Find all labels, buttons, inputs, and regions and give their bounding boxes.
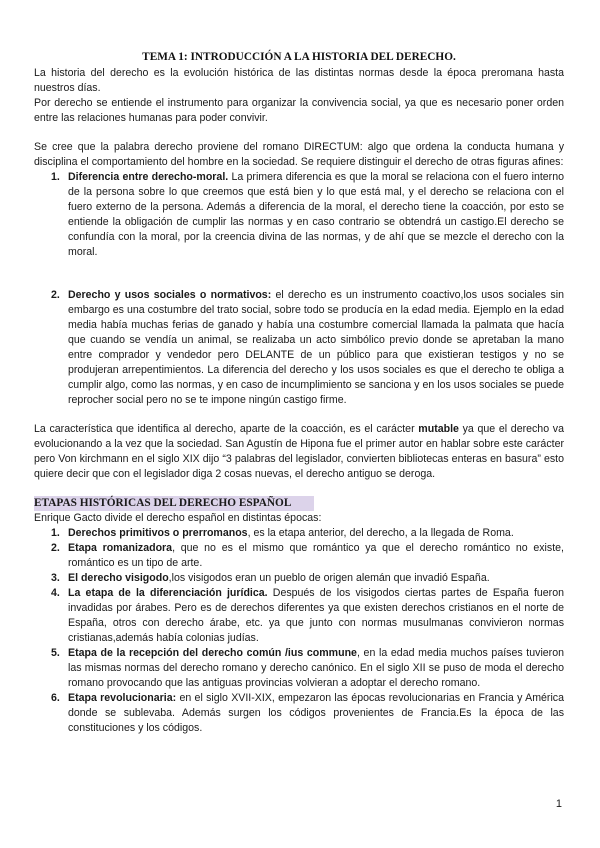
list-item-heading: Derechos primitivos o prerromanos <box>68 527 248 539</box>
list-item-heading: Derecho y usos sociales o normativos: <box>68 289 272 301</box>
list-item-heading: Diferencia entre derecho-moral. <box>68 171 229 183</box>
list-item-text: , en la edad media muchos países tuvieron las mismas normas del derecho romano y derecho canónico. En el siglo XII se puso de moda el derecho romano provocando que las antiguas provincias volvieran a adoptar el derecho romano. <box>68 647 564 689</box>
page-title: TEMA 1: INTRODUCCIÓN A LA HISTORIA DEL DERECHO. <box>142 51 456 63</box>
list-item-text: ,los visigodos eran un pueblo de origen alemán que invadió España. <box>168 572 490 584</box>
list-item-text: el derecho es un instrumento coactivo,los usos sociales sin embargo es una costumbre del trato social, sobre todo se producía en la edad media. Ejemplo en la edad media había muchas ferias de ganado y había una costumbre comercial llamada la palmata que hacía que cuando se vendía un animal, se realizaba un acto simbólico previo donde se apretaban la mano entre comprador y vendedor pero DELANTE de un público para que existieran testigos y no se produjeran arrepentimientos. La diferencia del derecho y los usos sociales es que el derecho te obliga a cumplir algo, como las normas, y en caso de incumplimiento se sanciona y en los usos sociales se puede reprocher social pero no se te impone ningún castigo firme. <box>68 289 564 406</box>
list-item <box>34 571 564 586</box>
mutable-text-b: ya que el derecho va evolucionando a la vez que la sociedad. San Agustín de Hipona fue el primer autor en hablar sobre este carácter pero Von kirchmann en el siglo XIX dijo “3 palabras del legislador, convierten bibliotecas enteras en basura” esto quiere decir que con el legislador diga 2 cosas nuevas, el derecho antiguo se deroga. <box>34 423 564 480</box>
list-number: 2. <box>51 289 60 301</box>
list-number: 4. <box>51 587 60 599</box>
list-item <box>34 691 564 736</box>
figures-list <box>34 170 564 408</box>
list-number: 1. <box>51 171 60 183</box>
stages-list <box>34 526 564 736</box>
mutable-paragraph <box>34 422 564 482</box>
list-item-heading: Etapa de la recepción del derecho común /ius commune <box>68 647 357 659</box>
section-intro: Enrique Gacto divide el derecho español en distintas épocas: <box>34 512 322 524</box>
intro-paragraph-3: Se cree que la palabra derecho proviene del romano DIRECTUM: algo que ordena la conducta humana y disciplina el comportamiento del hombre en la sociedad. Se requiere distinguir el derecho de otras figuras afines: <box>34 141 564 168</box>
list-item <box>34 288 564 408</box>
list-number: 5. <box>51 647 60 659</box>
list-number: 1. <box>51 527 60 539</box>
section-heading: ETAPAS HISTÓRICAS DEL DERECHO ESPAÑOL <box>34 496 314 511</box>
list-item <box>34 646 564 691</box>
mutable-keyword: mutable <box>418 423 459 435</box>
mutable-text-a: La característica que identifica al derecho, aparte de la coacción, es el carácter <box>34 423 419 435</box>
list-item <box>34 526 564 541</box>
list-item-heading: La etapa de la diferenciación jurídica. <box>68 587 268 599</box>
list-item-text: La primera diferencia es que la moral se relaciona con el fuero interno de la persona sobre lo que creemos que está bien y lo que está mal, y el derecho se relaciona con el fuero externo de la persona. Además a diferencia de la moral, el derecho tiene la coacción, por esto se entiende la obligación de cumplir las normas y en caso contrario se obtendrá un castigo.El derecho se confundía con la moral, por la creencia divina de las normas, y de ahí que se mezcle el derecho con la moral. <box>68 171 564 258</box>
list-item-text: , que no es el mismo que romántico ya que el derecho romántico no existe, romántico es un tipo de arte. <box>68 542 564 569</box>
page-number: 1 <box>555 798 562 810</box>
list-item <box>34 541 564 571</box>
list-number: 2. <box>51 542 60 554</box>
intro-paragraph-2: Por derecho se entiende el instrumento para organizar la convivencia social, ya que es necesario poner orden entre las relaciones humanas para poder convivir. <box>34 97 564 124</box>
list-item-text: en el siglo XVII-XIX, empezaron las épocas revolucionarias en Francia y América donde se sublevaba. Además surgen los códigos provenientes de Francia.Es la época de las constituciones y los códigos. <box>68 692 564 734</box>
list-item <box>34 170 564 260</box>
document-page <box>34 50 564 736</box>
list-item-heading: Etapa romanizadora <box>68 542 173 554</box>
intro-paragraph-1: La historia del derecho es la evolución histórica de las distintas normas desde la época preromana hasta nuestros días. <box>34 67 564 94</box>
list-number: 3. <box>51 572 60 584</box>
list-item-text: Después de los visigodos ciertas partes de España fueron invadidas por árabes. Pero es de derechos diferentes ya que existen derechos cristianos en el norte de España, otros con derecho árabe, etc. ya que junto con normas musulmanas convivieron normas cristianas,además había colonias judías. <box>68 587 564 644</box>
list-item-text: , es la etapa anterior, del derecho, a la llegada de Roma. <box>247 527 514 539</box>
list-number: 6. <box>51 692 60 704</box>
list-item-heading: Etapa revolucionaria: <box>68 692 177 704</box>
list-item <box>34 586 564 646</box>
list-item-heading: El derecho visigodo <box>68 572 169 584</box>
